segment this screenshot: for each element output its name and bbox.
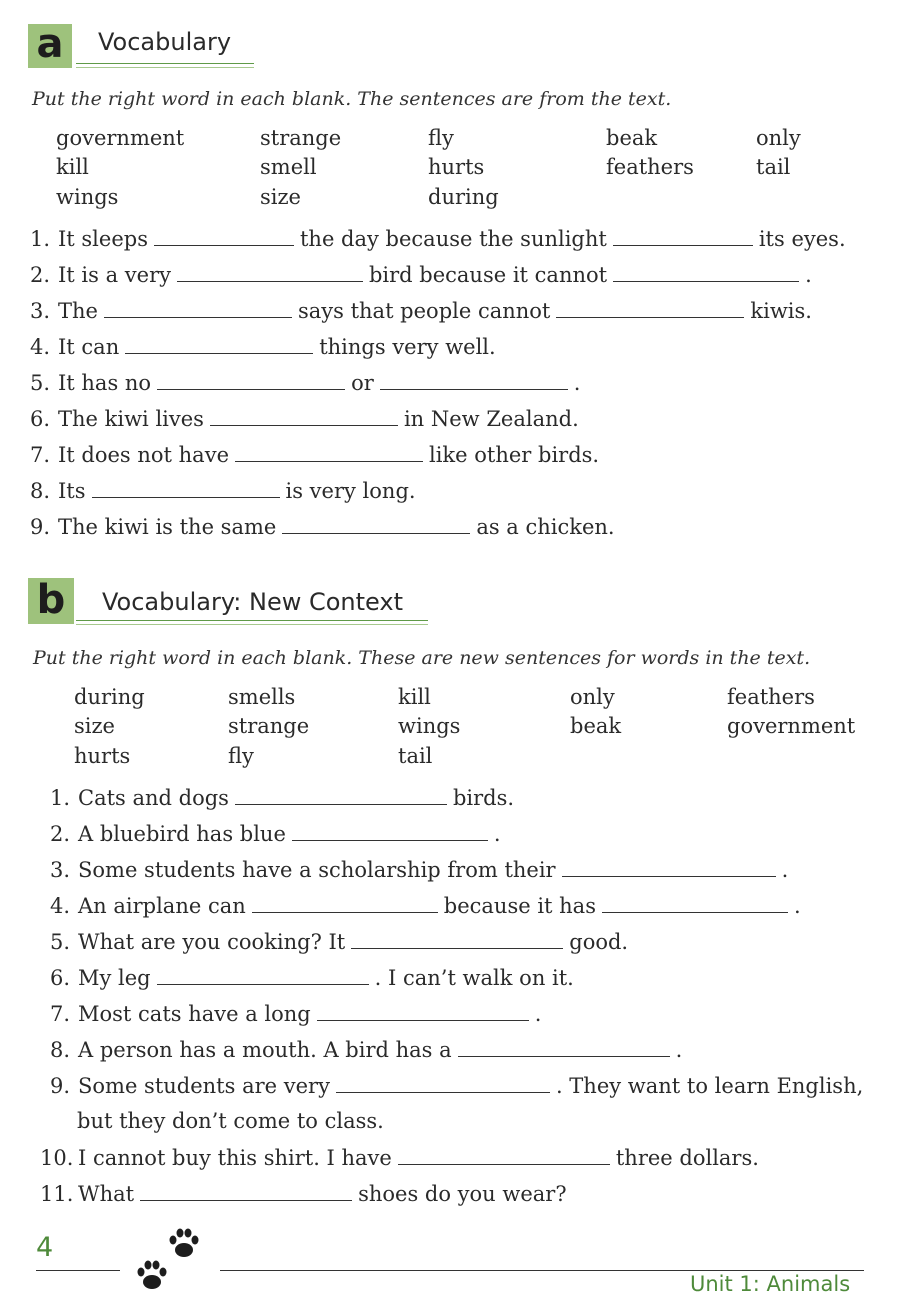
unit-label: Unit 1: Animals: [690, 1272, 851, 1296]
exercise-question: [30, 406, 579, 432]
question-text: .: [805, 263, 812, 287]
question-text: or: [351, 371, 374, 395]
answer-blank[interactable]: [125, 335, 313, 354]
word-bank-item: feathers: [606, 155, 694, 179]
answer-blank[interactable]: [317, 1002, 529, 1021]
question-text: things very well.: [319, 335, 496, 359]
answer-blank[interactable]: [104, 299, 292, 318]
question-number: 10.: [40, 1146, 74, 1170]
exercise-question: [40, 1037, 682, 1063]
question-text: Most cats have a long: [78, 1002, 311, 1026]
exercise-question: [40, 929, 628, 955]
word-bank-item: feathers: [727, 685, 815, 709]
answer-blank[interactable]: [282, 515, 470, 534]
exercise-question: [40, 857, 788, 883]
question-text: An airplane can: [78, 894, 246, 918]
word-bank-item: hurts: [428, 155, 485, 179]
section-b-header: [28, 578, 448, 628]
exercise-question: [40, 965, 574, 991]
question-number: 5.: [49, 930, 70, 954]
question-number: 5.: [30, 371, 51, 395]
question-text: is very long.: [285, 479, 416, 503]
section-b-rule: [76, 620, 428, 621]
word-bank-item: size: [260, 185, 301, 209]
question-text: What are you cooking? It: [78, 930, 346, 954]
question-number: 1.: [30, 227, 51, 251]
answer-blank[interactable]: [235, 443, 423, 462]
answer-blank[interactable]: [336, 1074, 550, 1093]
paw-print-icon: [166, 1226, 202, 1262]
section-a-letter-badge: a: [28, 24, 72, 68]
exercise-question: [40, 1145, 759, 1171]
word-bank-item: government: [727, 714, 856, 738]
question-number: 3.: [49, 858, 70, 882]
question-text: A person has a mouth. A bird has a: [78, 1038, 452, 1062]
question-number: 9.: [30, 515, 51, 539]
exercise-question: [30, 334, 496, 360]
question-text: shoes do you wear?: [358, 1182, 567, 1206]
question-text: birds.: [452, 786, 515, 810]
exercise-question: [30, 298, 812, 324]
section-b-rule-light: [76, 624, 428, 625]
question-text: like other birds.: [429, 443, 600, 467]
question-number: 8.: [30, 479, 51, 503]
question-text: Cats and dogs: [78, 786, 229, 810]
question-continuation: but they don’t come to class.: [77, 1109, 384, 1133]
question-text: It is a very: [58, 263, 171, 287]
question-text: . I can’t walk on it.: [374, 966, 574, 990]
question-text: What: [78, 1182, 135, 1206]
answer-blank[interactable]: [140, 1182, 352, 1201]
question-text: A bluebird has blue: [78, 822, 286, 846]
question-text: .: [781, 858, 789, 882]
word-bank-item: only: [570, 685, 615, 709]
question-number: 7.: [49, 1002, 70, 1026]
word-bank-item: hurts: [74, 744, 131, 768]
question-text: .: [534, 1002, 542, 1026]
question-text: . They want to learn English,: [555, 1074, 864, 1098]
section-a-rule-light: [76, 67, 254, 68]
question-number: 11.: [40, 1182, 74, 1206]
question-text: kiwis.: [750, 299, 812, 323]
question-text: three dollars.: [615, 1146, 759, 1170]
question-number: 7.: [30, 443, 51, 467]
answer-blank[interactable]: [556, 299, 744, 318]
word-bank-item: during: [74, 685, 145, 709]
question-number: 6.: [49, 966, 70, 990]
word-bank-item: smell: [260, 155, 317, 179]
question-text: Some students have a scholarship from their: [78, 858, 556, 882]
exercise-question: [30, 226, 846, 252]
word-bank-item: strange: [260, 126, 342, 150]
answer-blank[interactable]: [292, 822, 488, 841]
answer-blank[interactable]: [235, 786, 447, 805]
exercise-question: [30, 514, 615, 540]
word-bank-item: tail: [756, 155, 791, 179]
section-a-instructions: Put the right word in each blank. The sentences are from the text.: [32, 88, 672, 110]
page-number: 4: [36, 1232, 54, 1263]
answer-blank[interactable]: [613, 227, 753, 246]
word-bank-item: government: [56, 126, 185, 150]
question-text: I cannot buy this shirt. I have: [78, 1146, 392, 1170]
question-text: because it has: [443, 894, 596, 918]
answer-blank[interactable]: [458, 1038, 670, 1057]
answer-blank[interactable]: [613, 263, 799, 282]
answer-blank[interactable]: [252, 894, 438, 913]
word-bank-item: wings: [398, 714, 461, 738]
exercise-question: [30, 370, 580, 396]
exercise-question: [40, 785, 514, 811]
question-text: bird because it cannot: [368, 263, 608, 287]
question-number: 2.: [49, 822, 70, 846]
word-bank-item: fly: [228, 744, 254, 768]
answer-blank[interactable]: [602, 894, 788, 913]
question-text: Some students are very: [78, 1074, 330, 1098]
section-b-title: Vocabulary: New Context: [102, 588, 403, 616]
answer-blank[interactable]: [380, 371, 568, 390]
answer-blank[interactable]: [398, 1146, 610, 1165]
question-text: It has no: [58, 371, 152, 395]
question-text: The kiwi lives: [58, 407, 204, 431]
exercise-question: [40, 893, 801, 919]
exercise-question: [40, 1073, 863, 1099]
section-a-title: Vocabulary: [98, 28, 232, 56]
question-text: It sleeps: [58, 227, 148, 251]
word-bank-item: kill: [398, 685, 431, 709]
question-text: as a chicken.: [476, 515, 615, 539]
section-b-letter-badge: b: [28, 578, 74, 624]
answer-blank[interactable]: [562, 858, 776, 877]
question-text: good.: [569, 930, 629, 954]
question-text: .: [793, 894, 801, 918]
question-number: 4.: [49, 894, 70, 918]
question-text: in New Zealand.: [403, 407, 579, 431]
word-bank-item: smells: [228, 685, 296, 709]
word-bank-item: strange: [228, 714, 310, 738]
answer-blank[interactable]: [157, 966, 369, 985]
answer-blank[interactable]: [92, 479, 280, 498]
question-text: It does not have: [58, 443, 229, 467]
question-text: It can: [58, 335, 120, 359]
word-bank-item: wings: [56, 185, 119, 209]
word-bank-item: beak: [570, 714, 622, 738]
answer-blank[interactable]: [210, 407, 398, 426]
question-text: the day because the sunlight: [299, 227, 607, 251]
exercise-question: [30, 478, 416, 504]
question-text: .: [493, 822, 501, 846]
question-number: 1.: [49, 786, 70, 810]
exercise-question: [30, 262, 812, 288]
question-number: 8.: [49, 1038, 70, 1062]
word-bank-item: size: [74, 714, 115, 738]
question-text: My leg: [78, 966, 151, 990]
word-bank-item: only: [756, 126, 801, 150]
question-number: 3.: [30, 299, 51, 323]
question-text: .: [573, 371, 581, 395]
section-a-header: [28, 21, 268, 70]
question-text: Its: [58, 479, 86, 503]
question-text: The kiwi is the same: [58, 515, 277, 539]
word-bank-item: during: [428, 185, 499, 209]
question-text: The: [58, 299, 98, 323]
paw-print-icon: [134, 1258, 170, 1294]
word-bank-item: fly: [428, 126, 454, 150]
footer-rule-right: [220, 1270, 864, 1271]
answer-blank[interactable]: [154, 227, 294, 246]
exercise-question: [40, 1181, 567, 1207]
question-text: says that people cannot: [297, 299, 551, 323]
question-text: .: [675, 1038, 683, 1062]
word-bank-item: kill: [56, 155, 89, 179]
footer-rule-left: [36, 1270, 120, 1271]
exercise-question: [40, 821, 501, 847]
answer-blank[interactable]: [177, 263, 363, 282]
question-number: 9.: [49, 1074, 70, 1098]
question-number: 2.: [30, 263, 51, 287]
question-number: 4.: [30, 335, 51, 359]
question-number: 6.: [30, 407, 51, 431]
exercise-question: [30, 442, 599, 468]
section-b-instructions: Put the right word in each blank. These are new sentences for words in the text.: [33, 647, 811, 669]
word-bank-item: beak: [606, 126, 658, 150]
answer-blank[interactable]: [157, 371, 345, 390]
section-a-rule: [76, 63, 254, 64]
exercise-question: [40, 1001, 541, 1027]
word-bank-item: tail: [398, 744, 433, 768]
question-text: its eyes.: [758, 227, 846, 251]
answer-blank[interactable]: [351, 930, 563, 949]
